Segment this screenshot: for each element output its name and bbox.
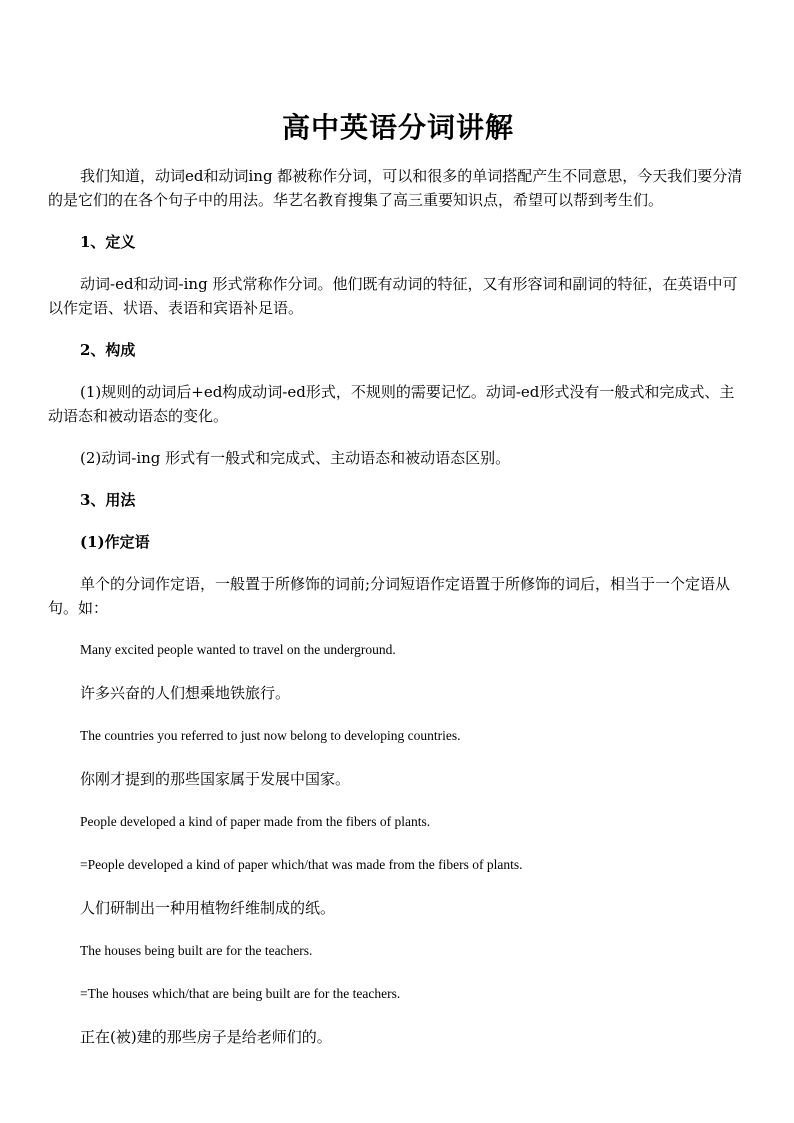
document-page	[48, 108, 748, 1068]
example-english: The houses being built are for the teachers.	[80, 943, 313, 958]
example-english: =The houses which/that are being built are for the teachers.	[80, 986, 401, 1001]
example-chinese: 你刚才提到的那些国家属于发展中国家。	[80, 770, 351, 788]
definition-paragraph: 动词-ed和动词-ing 形式常称作分词。他们既有动词的特征，又有形容词和副词的特征，在英语中可以作定语、状语、表语和宾语补足语。	[48, 275, 738, 317]
example-english: Many excited people wanted to travel on the underground.	[80, 642, 396, 657]
section-heading-formation: 2、构成	[80, 341, 136, 359]
formation-point-1: (1)规则的动词后+ed构成动词-ed形式，不规则的需要记忆。动词-ed形式没有一般式和完成式、主动语态和被动语态的变化。	[48, 383, 735, 425]
example-english: =People developed a kind of paper which/that was made from the fibers of plants.	[80, 857, 523, 872]
intro-paragraph: 我们知道，动词ed和动词ing 都被称作分词，可以和很多的单词搭配产生不同意思，今天我们要分清的是它们的在各个句子中的用法。华艺名教育搜集了高三重要知识点，希望可以帮到考生们。	[48, 167, 743, 209]
subheading-attributive: (1)作定语	[80, 533, 150, 551]
example-english: People developed a kind of paper made from the fibers of plants.	[80, 814, 431, 829]
formation-point-2: (2)动词-ing 形式有一般式和完成式、主动语态和被动语态区别。	[80, 449, 511, 467]
page-title: 高中英语分词讲解	[281, 111, 514, 144]
section-heading-definition: 1、定义	[80, 233, 136, 251]
usage-paragraph: 单个的分词作定语，一般置于所修饰的词前;分词短语作定语置于所修饰的词后，相当于一个定语从句。如：	[48, 575, 731, 617]
example-chinese: 人们研制出一种用植物纤维制成的纸。	[80, 899, 336, 917]
section-heading-usage: 3、用法	[80, 491, 136, 509]
example-chinese: 许多兴奋的人们想乘地铁旅行。	[80, 684, 291, 702]
example-english: The countries you referred to just now belong to developing countries.	[80, 728, 461, 743]
example-chinese: 正在(被)建的那些房子是给老师们的。	[80, 1028, 332, 1046]
